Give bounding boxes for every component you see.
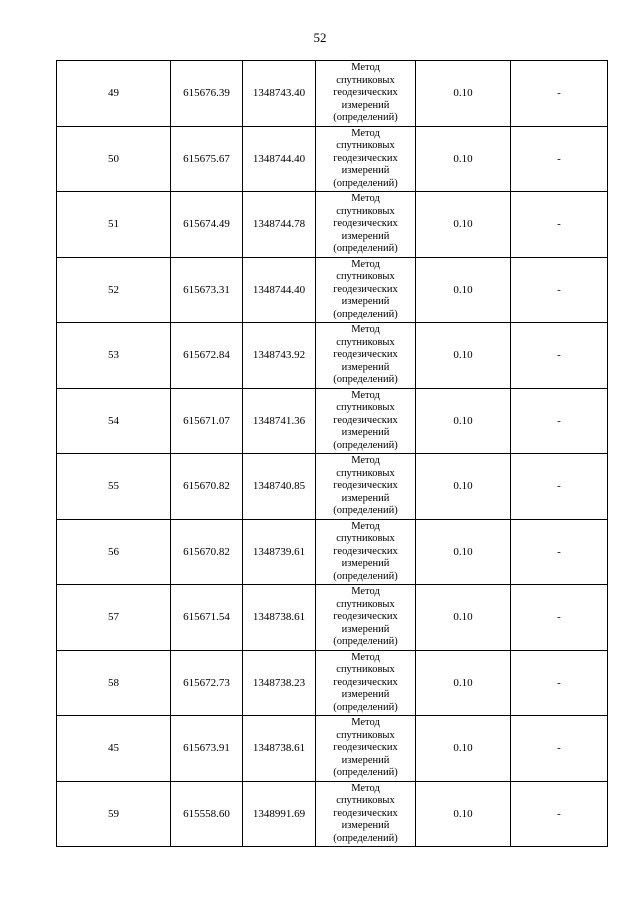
method-text: Метод спутниковых геодезических измерений (определений) <box>333 782 398 844</box>
method-cell <box>316 781 416 847</box>
table-row <box>57 585 608 651</box>
method-text: Метод спутниковых геодезических измерений (определений) <box>333 258 398 320</box>
method-text: Метод спутниковых геодезических измерений (определений) <box>333 193 398 254</box>
accuracy-cell: 0.10 <box>416 454 511 520</box>
method-cell <box>316 388 416 454</box>
accuracy-cell: 0.10 <box>416 61 511 127</box>
note-cell: - <box>511 257 608 323</box>
x-coordinate-cell: 615670.82 <box>171 519 243 585</box>
method-text: Метод спутниковых геодезических измерений (определений) <box>333 62 398 123</box>
accuracy-cell: 0.10 <box>416 323 511 389</box>
method-text: Метод спутниковых геодезических измерений (определений) <box>333 127 398 189</box>
note-cell: - <box>511 192 608 258</box>
method-cell <box>316 126 416 192</box>
method-cell <box>316 650 416 716</box>
method-text: Метод спутниковых геодезических измерений (определений) <box>333 651 398 713</box>
point-number-cell: 52 <box>57 257 171 323</box>
method-cell <box>316 716 416 782</box>
y-coordinate-cell: 1348741.36 <box>243 388 316 454</box>
y-coordinate-cell: 1348743.92 <box>243 323 316 389</box>
x-coordinate-cell: 615672.84 <box>171 323 243 389</box>
method-text: Метод спутниковых геодезических измерений (определений) <box>333 455 398 516</box>
y-coordinate-cell: 1348740.85 <box>243 454 316 520</box>
y-coordinate-cell: 1348738.23 <box>243 650 316 716</box>
y-coordinate-cell: 1348743.40 <box>243 61 316 127</box>
accuracy-cell: 0.10 <box>416 192 511 258</box>
method-cell <box>316 257 416 323</box>
page-number: 52 <box>313 30 327 45</box>
x-coordinate-cell: 615673.91 <box>171 716 243 782</box>
table-row <box>57 257 608 323</box>
coordinates-table <box>56 60 608 847</box>
accuracy-cell: 0.10 <box>416 585 511 651</box>
note-cell: - <box>511 716 608 782</box>
note-cell: - <box>511 454 608 520</box>
method-text: Метод спутниковых геодезических измерений (определений) <box>333 324 398 385</box>
x-coordinate-cell: 615671.54 <box>171 585 243 651</box>
x-coordinate-cell: 615670.82 <box>171 454 243 520</box>
accuracy-cell: 0.10 <box>416 781 511 847</box>
y-coordinate-cell: 1348744.78 <box>243 192 316 258</box>
y-coordinate-cell: 1348739.61 <box>243 519 316 585</box>
method-cell <box>316 519 416 585</box>
x-coordinate-cell: 615673.31 <box>171 257 243 323</box>
accuracy-cell: 0.10 <box>416 126 511 192</box>
note-cell: - <box>511 781 608 847</box>
point-number-cell: 51 <box>57 192 171 258</box>
x-coordinate-cell: 615675.67 <box>171 126 243 192</box>
table-row <box>57 716 608 782</box>
table-row <box>57 454 608 520</box>
point-number-cell: 58 <box>57 650 171 716</box>
table-row <box>57 781 608 847</box>
x-coordinate-cell: 615674.49 <box>171 192 243 258</box>
note-cell: - <box>511 126 608 192</box>
y-coordinate-cell: 1348738.61 <box>243 716 316 782</box>
point-number-cell: 54 <box>57 388 171 454</box>
note-cell: - <box>511 650 608 716</box>
point-number-cell: 55 <box>57 454 171 520</box>
note-cell: - <box>511 323 608 389</box>
table-row <box>57 388 608 454</box>
point-number-cell: 56 <box>57 519 171 585</box>
method-text: Метод спутниковых геодезических измерений (определений) <box>333 520 398 582</box>
method-cell <box>316 585 416 651</box>
table-row <box>57 61 608 127</box>
method-cell <box>316 323 416 389</box>
table-row <box>57 650 608 716</box>
table-row <box>57 519 608 585</box>
point-number-cell: 57 <box>57 585 171 651</box>
method-text: Метод спутниковых геодезических измерений (определений) <box>333 389 398 451</box>
point-number-cell: 53 <box>57 323 171 389</box>
method-text: Метод спутниковых геодезических измерений (определений) <box>333 717 398 778</box>
method-cell <box>316 454 416 520</box>
x-coordinate-cell: 615672.73 <box>171 650 243 716</box>
accuracy-cell: 0.10 <box>416 257 511 323</box>
point-number-cell: 59 <box>57 781 171 847</box>
point-number-cell: 49 <box>57 61 171 127</box>
table-row <box>57 323 608 389</box>
point-number-cell: 45 <box>57 716 171 782</box>
note-cell: - <box>511 585 608 651</box>
y-coordinate-cell: 1348744.40 <box>243 257 316 323</box>
y-coordinate-cell: 1348738.61 <box>243 585 316 651</box>
method-text: Метод спутниковых геодезических измерений (определений) <box>333 586 398 647</box>
accuracy-cell: 0.10 <box>416 650 511 716</box>
x-coordinate-cell: 615558.60 <box>171 781 243 847</box>
coordinates-table-body <box>57 61 608 847</box>
table-row <box>57 192 608 258</box>
point-number-cell: 50 <box>57 126 171 192</box>
x-coordinate-cell: 615676.39 <box>171 61 243 127</box>
accuracy-cell: 0.10 <box>416 519 511 585</box>
y-coordinate-cell: 1348991.69 <box>243 781 316 847</box>
note-cell: - <box>511 519 608 585</box>
table-row <box>57 126 608 192</box>
x-coordinate-cell: 615671.07 <box>171 388 243 454</box>
accuracy-cell: 0.10 <box>416 716 511 782</box>
method-cell <box>316 61 416 127</box>
method-cell <box>316 192 416 258</box>
note-cell: - <box>511 61 608 127</box>
y-coordinate-cell: 1348744.40 <box>243 126 316 192</box>
note-cell: - <box>511 388 608 454</box>
accuracy-cell: 0.10 <box>416 388 511 454</box>
